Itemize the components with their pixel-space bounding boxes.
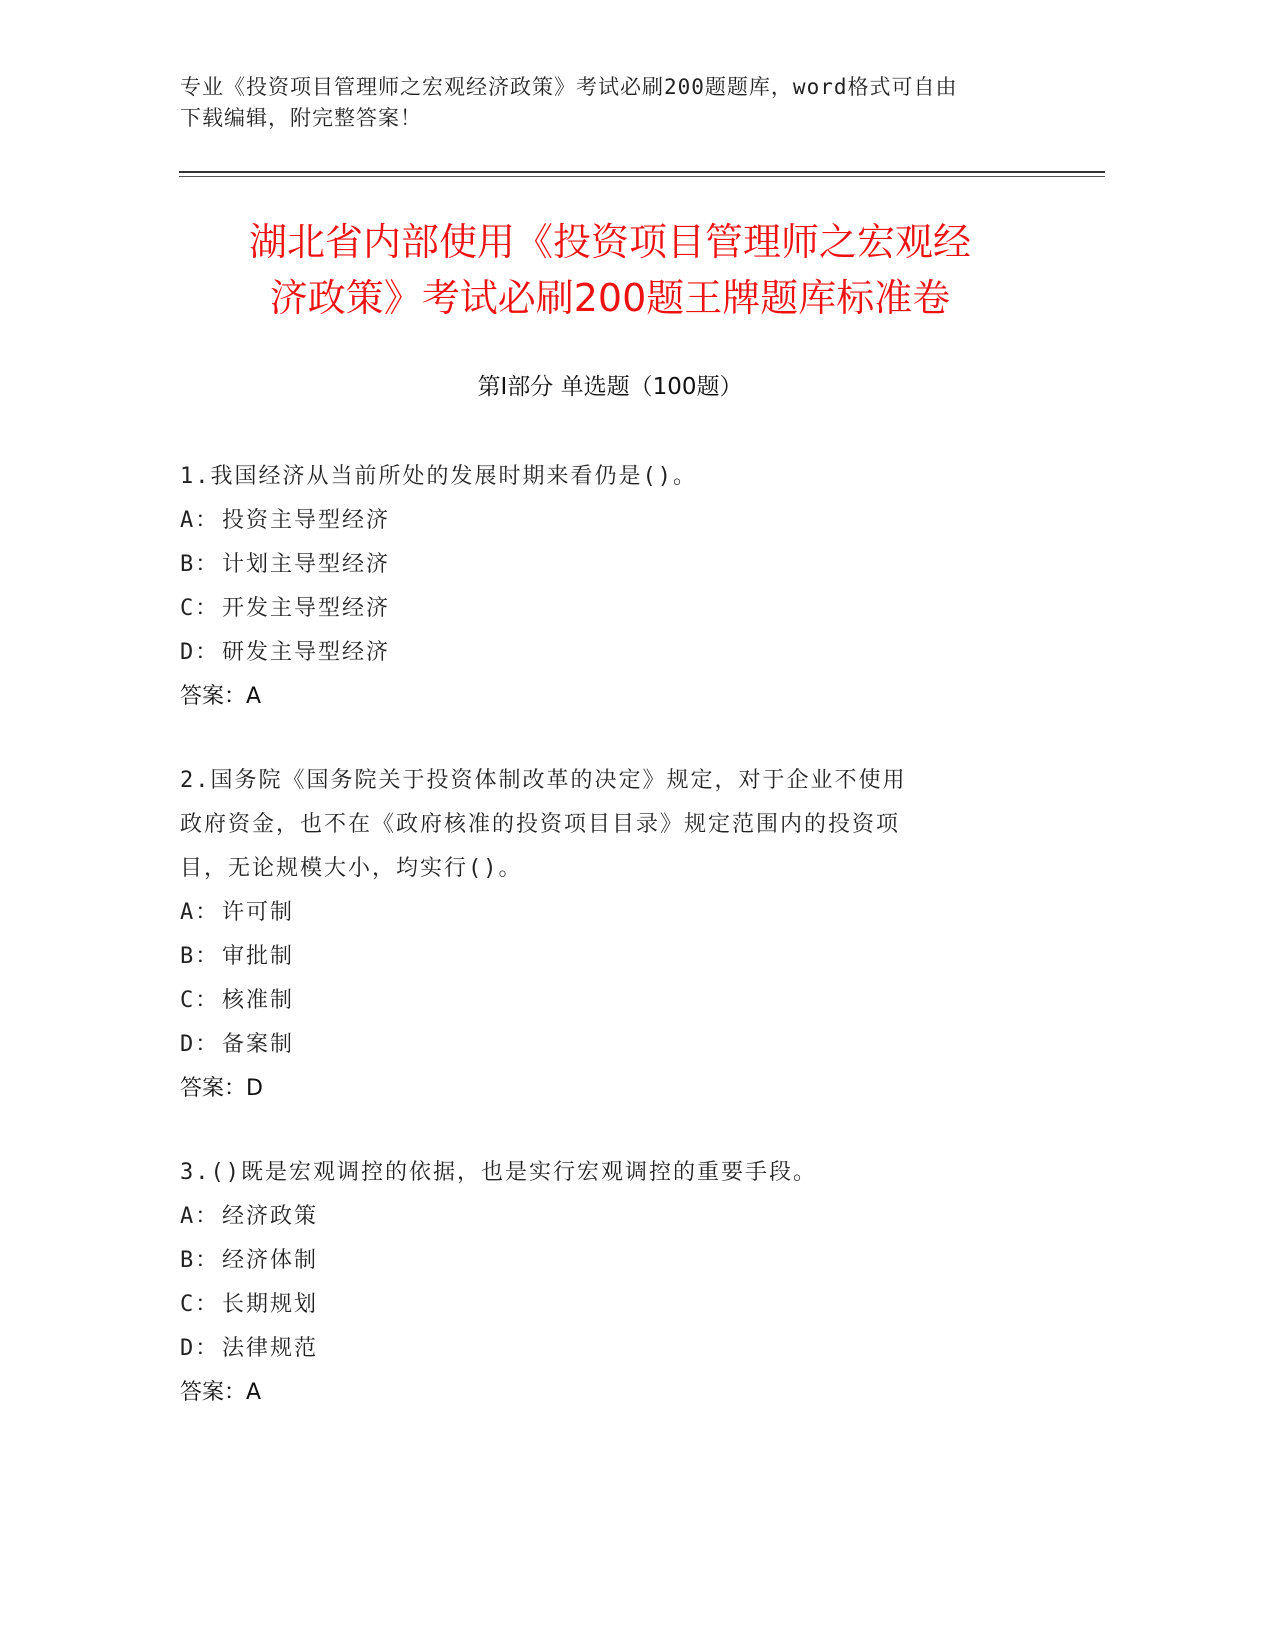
option-letter: D： — [180, 1336, 220, 1361]
option-text: 法律规范 — [222, 1336, 319, 1361]
document-title — [160, 214, 1060, 326]
option-d — [180, 631, 1040, 675]
option-c — [180, 1283, 1040, 1327]
question-stem: 1.我国经济从当前所处的发展时期来看仍是()。 — [180, 464, 697, 489]
question-stem-line-3: 目，无论规模大小，均实行()。 — [180, 856, 523, 881]
question-2 — [180, 759, 1040, 1111]
option-a — [180, 1195, 1040, 1239]
option-text: 开发主导型经济 — [222, 596, 391, 621]
option-letter: D： — [180, 1032, 220, 1057]
question-stem-line-1: 2.国务院《国务院关于投资体制改革的决定》规定，对于企业不使用 — [180, 768, 907, 793]
header-note — [180, 72, 1080, 134]
option-b — [180, 1239, 1040, 1283]
option-letter: C： — [180, 988, 220, 1013]
option-c — [180, 587, 1040, 631]
option-letter: A： — [180, 1204, 220, 1229]
option-text: 经济政策 — [222, 1204, 319, 1229]
option-b — [180, 543, 1040, 587]
question-3 — [180, 1151, 1040, 1415]
option-letter: B： — [180, 1248, 220, 1273]
option-text: 许可制 — [222, 900, 295, 925]
option-text: 核准制 — [222, 988, 295, 1013]
header-note-line-1: 专业《投资项目管理师之宏观经济政策》考试必刷200题题库，word格式可自由 — [180, 75, 958, 99]
option-letter: C： — [180, 596, 220, 621]
answer-key: 答案：A — [180, 684, 262, 709]
question-stem: 3.()既是宏观调控的依据，也是实行宏观调控的重要手段。 — [180, 1160, 817, 1185]
option-letter: D： — [180, 640, 220, 665]
question-list — [180, 455, 1040, 1455]
option-letter: B： — [180, 552, 220, 577]
option-d — [180, 1327, 1040, 1371]
option-text: 研发主导型经济 — [222, 640, 391, 665]
option-a — [180, 499, 1040, 543]
option-text: 经济体制 — [222, 1248, 319, 1273]
option-letter: B： — [180, 944, 220, 969]
question-stem — [180, 759, 1040, 891]
question-1 — [180, 455, 1040, 719]
question-stem-line-2: 政府资金，也不在《政府核准的投资项目目录》规定范围内的投资项 — [180, 812, 901, 837]
section-heading: 第Ⅰ部分 单选题（100题） — [477, 374, 743, 400]
option-text: 审批制 — [222, 944, 295, 969]
option-text: 长期规划 — [222, 1292, 319, 1317]
header-divider-thick — [179, 171, 1105, 173]
header-note-line-2: 下载编辑，附完整答案！ — [180, 106, 422, 130]
document-title-line-2: 济政策》考试必刷200题王牌题库标准卷 — [269, 276, 951, 320]
header-divider-thin — [179, 176, 1105, 177]
option-c — [180, 979, 1040, 1023]
option-letter: C： — [180, 1292, 220, 1317]
option-a — [180, 891, 1040, 935]
answer-key: 答案：A — [180, 1380, 262, 1405]
option-b — [180, 935, 1040, 979]
option-text: 计划主导型经济 — [222, 552, 391, 577]
option-letter: A： — [180, 900, 220, 925]
option-text: 备案制 — [222, 1032, 295, 1057]
option-text: 投资主导型经济 — [222, 508, 391, 533]
answer-key: 答案：D — [180, 1076, 263, 1101]
option-letter: A： — [180, 508, 220, 533]
document-title-line-1: 湖北省内部使用《投资项目管理师之宏观经 — [248, 220, 971, 264]
option-d — [180, 1023, 1040, 1067]
